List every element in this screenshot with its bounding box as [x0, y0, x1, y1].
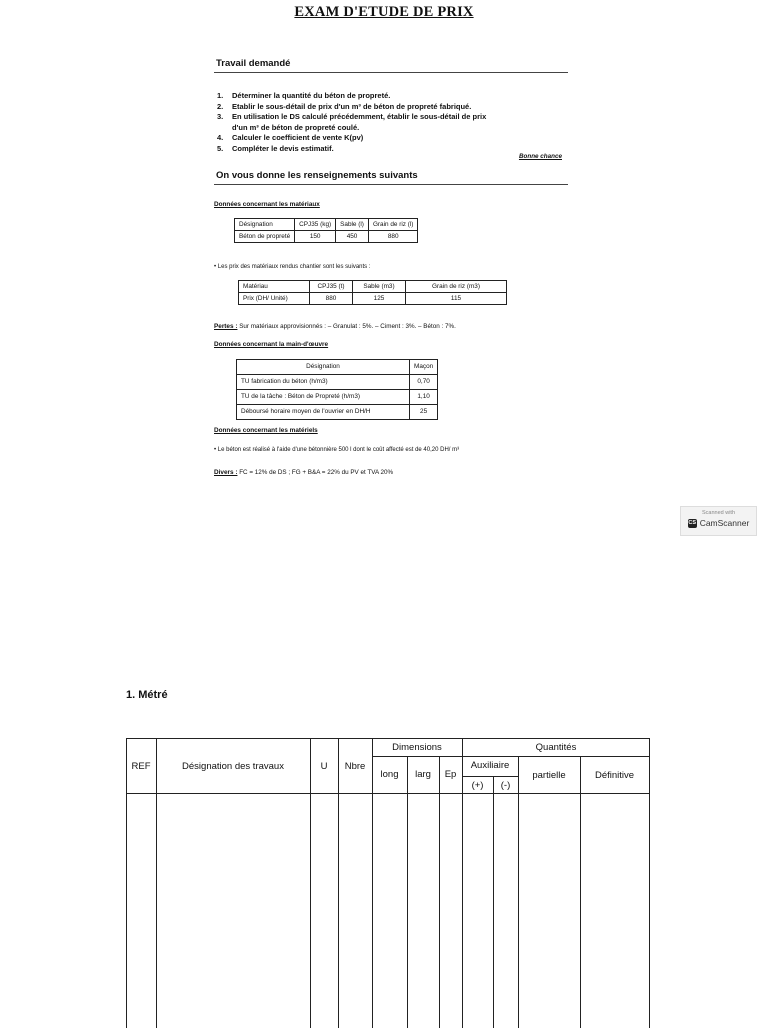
task-list: [217, 91, 567, 154]
col-partielle: partielle: [532, 770, 566, 781]
prix-note: • Les prix des matériaux rendus chantier sont les suivants :: [214, 264, 371, 270]
table-header: Sable (m3): [353, 281, 406, 293]
page-title: EXAM D'ETUDE DE PRIX: [294, 4, 474, 20]
table-cell: 0,70: [410, 375, 438, 390]
table-header: Désignation: [235, 219, 295, 231]
column-divider: [372, 738, 373, 1028]
col-larg: larg: [415, 769, 431, 780]
table-header: Matériau: [239, 281, 310, 293]
table-header: Sable (l): [336, 219, 369, 231]
table-cell: 150: [295, 231, 336, 243]
table-cell: 125: [353, 293, 406, 305]
table-header: Maçon: [410, 360, 438, 375]
col-auxiliaire: Auxiliaire: [470, 760, 510, 771]
table-cell: 450: [336, 231, 369, 243]
col-ep: Ep: [444, 769, 457, 780]
bonne-chance: Bonne chance: [518, 153, 562, 160]
travail-heading: Travail demandé: [216, 58, 291, 69]
metre-table: [126, 738, 650, 1028]
pertes-label: Pertes :: [214, 323, 238, 330]
table-border: [126, 738, 127, 1028]
main-oeuvre-table: [236, 359, 438, 420]
col-designation: Désignation des travaux: [182, 761, 284, 772]
divider: [214, 184, 568, 185]
table-cell: TU de la tâche : Béton de Propreté (h/m3): [237, 390, 410, 405]
main-oeuvre-heading: Données concernant la main-d'œuvre: [214, 341, 329, 348]
table-header: Grain de riz (m3): [406, 281, 507, 293]
column-divider: [580, 756, 581, 1028]
table-header: Grain de riz (l): [368, 219, 417, 231]
materiels-heading: Données concernant les matériels: [214, 427, 318, 434]
table-cell: Prix (DH/ Unité): [239, 293, 310, 305]
task-item: 1. Déterminer la quantité du béton de propreté.: [217, 91, 391, 100]
table-cell: 25: [410, 405, 438, 420]
materiaux-heading: Données concernant les matériaux: [214, 201, 320, 208]
col-nbre: Nbre: [344, 761, 366, 772]
column-divider: [493, 776, 494, 1028]
task-item: 4. Calculer le coefficient de vente K(pv): [217, 133, 364, 142]
camscanner-logo-icon: CS: [688, 519, 696, 526]
column-divider: [439, 756, 440, 1028]
renseignements-heading: On vous donne les renseignements suivants: [216, 170, 418, 181]
table-border: [649, 738, 650, 1028]
divers-text: FC = 12% de DS ; FG + B&A = 22% du PV et TVA 20%: [237, 469, 394, 476]
table-cell: Déboursé horaire moyen de l'ouvrier en DH/H: [237, 405, 410, 420]
column-divider: [310, 738, 311, 1028]
col-long: long: [380, 769, 399, 780]
col-ref: REF: [131, 761, 151, 772]
pertes-line: [214, 323, 456, 330]
column-divider: [338, 738, 339, 1028]
prix-table: [238, 280, 507, 305]
table-cell: 880: [368, 231, 417, 243]
column-divider: [518, 756, 519, 1028]
table-border: [126, 738, 650, 739]
table-cell: 1,10: [410, 390, 438, 405]
materiels-text: • Le béton est réalisé à l'aide d'une bétonnière 500 l dont le coût affecté est de 40,20 DH/ m³: [214, 447, 460, 453]
camscanner-brand: [681, 518, 756, 528]
col-aux-minus: (-): [500, 780, 511, 791]
table-header: Désignation: [237, 360, 410, 375]
table-cell: TU fabrication du béton (h/m3): [237, 375, 410, 390]
camscanner-badge: [680, 506, 757, 536]
materiaux-table: [234, 218, 418, 243]
table-cell: 880: [310, 293, 353, 305]
task-item: 3. En utilisation le DS calculé précédemment, établir le sous-détail de prix d'un m³ de béton de propreté coulé.: [217, 112, 487, 132]
col-aux-plus: (+): [471, 780, 484, 791]
col-definitive: Définitive: [594, 770, 635, 781]
divider: [214, 72, 568, 73]
table-header: CPJ35 (t): [310, 281, 353, 293]
col-quantites: Quantités: [535, 742, 577, 753]
divers-line: [214, 469, 393, 476]
divers-label: Divers :: [214, 469, 238, 476]
camscanner-label: CamScanner: [699, 518, 750, 528]
col-u: U: [320, 761, 328, 772]
col-dimensions: Dimensions: [392, 742, 442, 753]
task-item: 5. Compléter le devis estimatif.: [217, 143, 334, 153]
table-cell: 115: [406, 293, 507, 305]
camscanner-caption: Scanned with: [701, 510, 736, 516]
header-subdivider: [462, 776, 518, 777]
metre-heading: 1. Métré: [126, 689, 168, 701]
table-cell: Béton de propreté: [235, 231, 295, 243]
table-header: CPJ35 (kg): [295, 219, 336, 231]
column-divider: [407, 756, 408, 1028]
table-header-bottom-border: [126, 793, 650, 794]
task-item: 2. Etablir le sous-détail de prix d'un m³ de béton de propreté fabriqué.: [217, 101, 472, 111]
pertes-text: Sur matériaux approvisionnés : – Granulat : 5%. – Ciment : 3%. – Béton : 7%.: [237, 323, 456, 330]
column-divider: [156, 738, 157, 1028]
header-subdivider: [372, 756, 650, 757]
